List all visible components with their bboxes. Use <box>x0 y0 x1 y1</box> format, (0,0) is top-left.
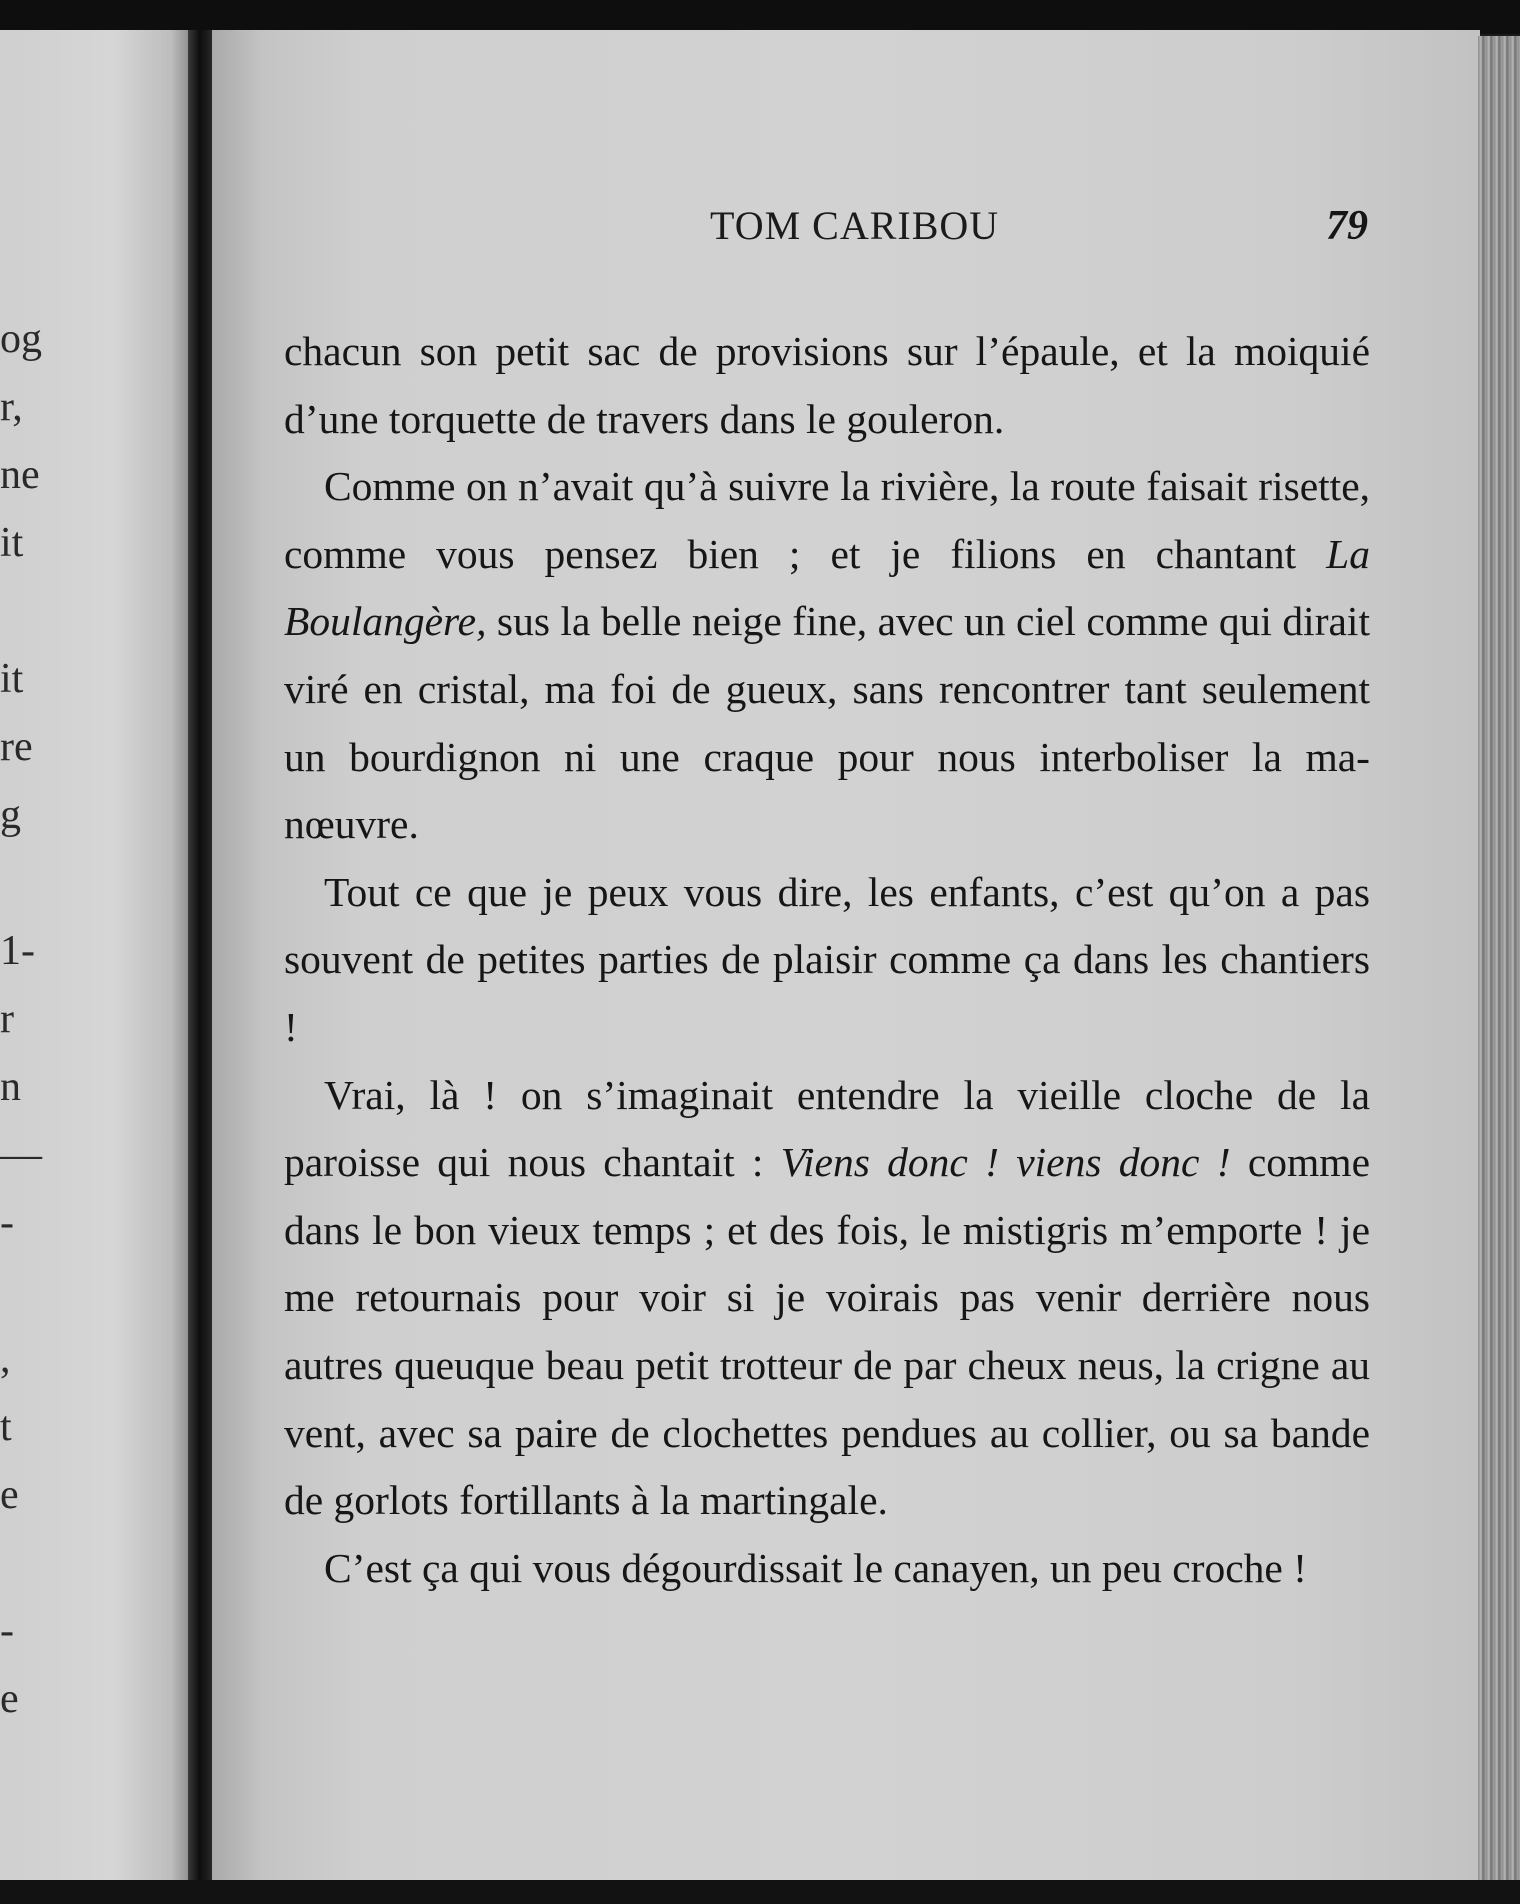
scan-top-border <box>0 0 1520 34</box>
body-text <box>284 318 1370 1602</box>
song-title: La Boulangère, <box>284 530 1370 645</box>
facing-page-fragment: it <box>0 656 24 702</box>
paragraph-text: chacun son petit sac de provisions sur l’épaule, et la moiquié d’une torquette de travers dans le gouleron. <box>284 328 1370 442</box>
facing-page-fragment: e <box>0 1472 19 1518</box>
facing-page <box>0 30 190 1880</box>
paragraph <box>284 859 1370 1062</box>
facing-page-fragment: n <box>0 1064 21 1110</box>
paragraph-text: comme dans le bon vieux temps ; et des fois, le mistigris m’emporte ! je me retournais pour voir si je voirais pas venir derrière nous autres queuque beau petit trotteur de par cheux neus, la crigne au vent, avec sa paire de clochettes pendues au collier, ou sa bande de gorlots fortillants à la martingale. <box>284 1139 1370 1524</box>
paragraph-text: Comme on n’avait qu’à suivre la rivière, la route faisait risette, comme vous pensez bien ; et je filions en chantant <box>284 463 1370 577</box>
facing-page-fragment: g <box>0 792 21 838</box>
facing-page-fragment: , <box>0 1336 11 1382</box>
facing-page-fragment: it <box>0 520 24 566</box>
paragraph <box>284 318 1370 453</box>
facing-page-fragment: e <box>0 1676 19 1722</box>
quoted-words: Viens donc ! viens donc ! <box>780 1139 1231 1186</box>
page-number: 79 <box>1326 203 1368 249</box>
facing-page-fragment: ne <box>0 452 40 498</box>
facing-page-fragment: r <box>0 996 14 1042</box>
paragraph <box>284 453 1370 859</box>
running-head <box>212 202 1368 262</box>
facing-page-fragment: — <box>0 1132 42 1178</box>
facing-page-fragment: t <box>0 1404 12 1450</box>
book-gutter <box>188 30 214 1880</box>
book-page <box>212 30 1480 1880</box>
facing-page-fragment: - <box>0 1608 14 1654</box>
paragraph-text: Tout ce que je peux vous dire, les enfants, c’est qu’on a pas souvent de petites parties de plaisir comme ça dans les chantiers ! <box>284 868 1370 1050</box>
paragraph <box>284 1535 1370 1603</box>
facing-page-fragment: 1- <box>0 928 35 974</box>
facing-page-fragment: r, <box>0 384 23 430</box>
paragraph-text: Vrai, là ! on s’imaginait entendre la vieille cloche de la paroisse qui nous chantait : <box>284 1071 1370 1186</box>
facing-page-fragment: - <box>0 1200 14 1246</box>
running-head-title: TOM CARIBOU <box>710 203 1000 248</box>
facing-page-fragment: re <box>0 724 33 770</box>
paragraph-text: C’est ça qui vous dégourdissait le canayen, un peu croche ! <box>324 1544 1307 1591</box>
facing-page-fragment: og <box>0 316 42 362</box>
paragraph-text: sus la belle neige fine, avec un ciel comme qui dirait viré en cristal, ma foi de gueux, sans rencontrer tant seulement un bourdignon ni une craque pour nous interboliser la manœuvre. <box>284 598 1370 848</box>
scan-bottom-border <box>0 1880 1520 1904</box>
paragraph <box>284 1062 1370 1535</box>
page-edges <box>1478 36 1520 1880</box>
